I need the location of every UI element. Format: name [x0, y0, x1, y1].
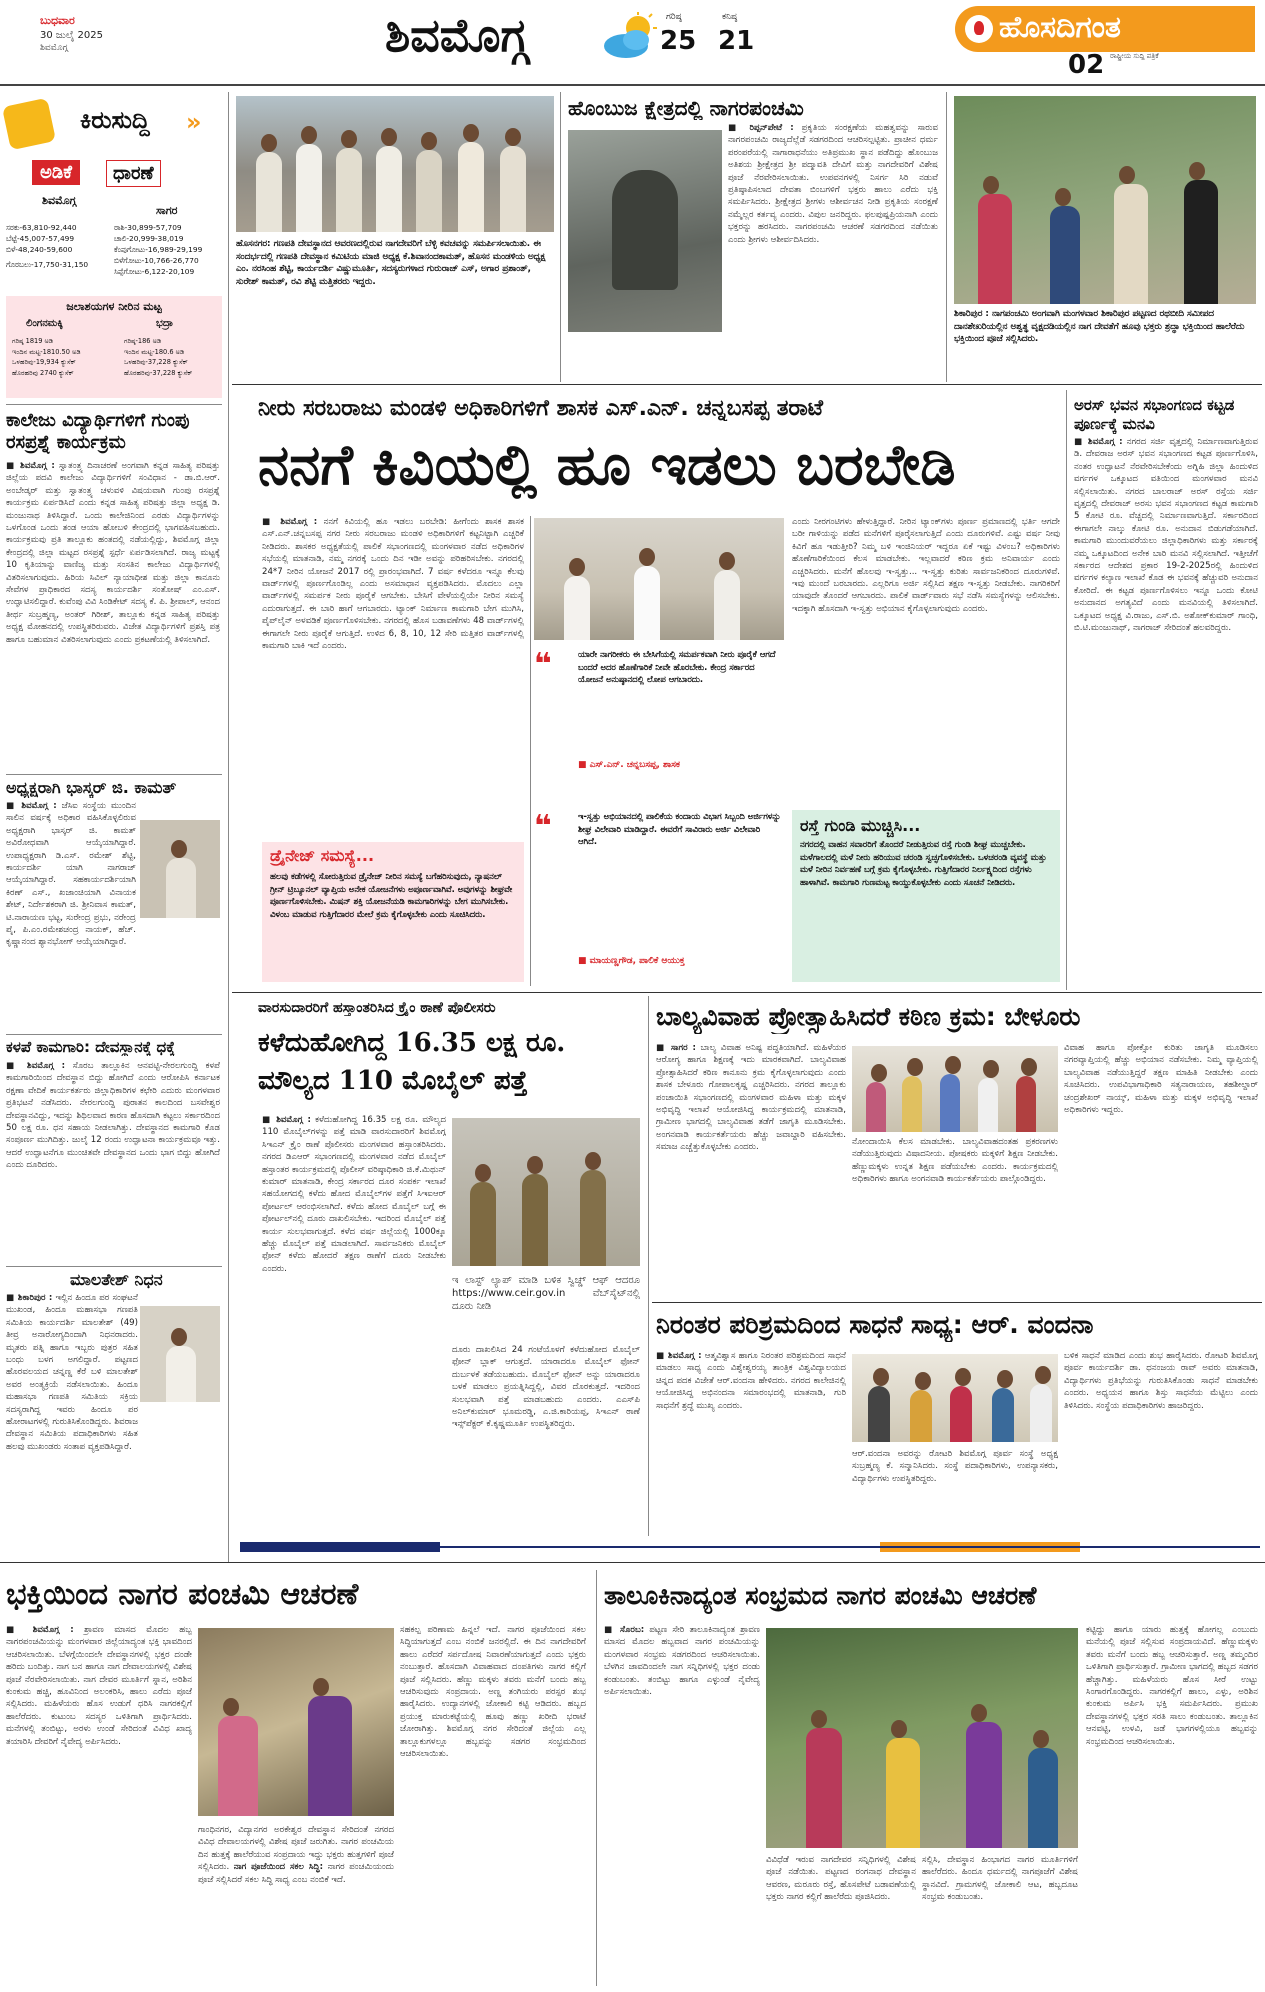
photo-hosanagara [236, 96, 554, 232]
road-box [792, 810, 1060, 982]
article-hombuja-body: ■ ರಿಪ್ಪನ್‌ಪೇಟೆ : ಪ್ರಕೃತಿಯ ಸಂರಕ್ಷಣೆಯ ಮಹತ್ವವನ್ನು ಸಾರುವ ನಾಗರಪಂಚಮಿ ರಾಜ್ಯದೆಲ್ಲೆಡೆ ಸಡಗರದಿಂದ ಆಚರಿಸಲ್ಪಟ್ಟಿತು. ಪ್ರಾಚೀನ ಧರ್ಮ ಪರಂಪರೆಯಲ್ಲಿ ನಾಗಾರಾಧನೆಯು ಅತಿಪ್ರಮುಖ ಸ್ಥಾನ ಪಡೆದಿದ್ದು ಹೊಂಬುಜ ಅತಿಶಯ ಶ್ರೀಕ್ಷೇತ್ರದ ಶ್ರೀ ಪದ್ಮಾವತಿ ದೇವಿಗೆ ಮತ್ತು ನಾಗದೇವರಿಗೆ ವಿಶೇಷ ಪೂಜೆ ನೆರವೇರಿಸಲಾಯಿತು. ಉಪವನಗಳಲ್ಲಿ ನಿಸರ್ಗ ಸಿರಿ ನಡುವೆ ಪ್ರತಿಷ್ಠಾಪಿಸಲಾದ ದೇವತಾ ಬಿಂಬಗಳಿಗೆ ಭಕ್ತರು ಹಾಲು ಎರೆದು ಭಕ್ತಿ ಸಮರ್ಪಿಸಿದರು. ಶ್ರೀಕ್ಷೇತ್ರದ ಶ್ರೀಗಳು ಆಶೀರ್ವಚನ ನೀಡಿ ಪ್ರಕೃತಿಯ ಸಂರಕ್ಷಣೆ ನಮ್ಮೆಲ್ಲರ ಕರ್ತವ್ಯ ಎಂದರು. ವಿಪುಲ ಜನರಿದ್ದರು. ಫಲಪುಷ್ಪಪ್ರಿಯನಾಗಿ ಎಂದು ಭಕ್ತರನ್ನು ಹರಸಿದರು. ನಾಗರಪಂಚಮಿ ಆಚರಣೆ ಸಡಗರದಿಂದ ನಡೆಯಿತು ಎಂದು ಶ್ರೀಗಳು ಆಶೀರ್ವದಿಸಿದರು. [728, 123, 938, 245]
column-rule [1066, 390, 1067, 990]
adike-price-box [6, 160, 222, 288]
headline-kalape: ಕಳಪೆ ಕಾಮಗಾರಿ: ದೇವಸ್ಥಾನಕ್ಕೆ ಧಕ್ಕೆ [6, 1038, 176, 1056]
stat: ಇಂದಿನ ಮಟ್ಟ-1810.50 ಅಡಿ [12, 347, 81, 356]
min-temp-label: ಕನಿಷ್ಠ [722, 12, 738, 22]
price-row: ಸಿಪ್ಪೆಗೋಟು-6,122-20,109 [114, 267, 195, 276]
headline-vandana: ನಿರಂತರ ಪರಿಶ್ರಮದಿಂದ ಸಾಧನೆ ಸಾಧ್ಯ: ಆರ್. ವಂದನಾ [656, 1310, 1094, 1339]
headline-bhakti: ಭಕ್ತಿಯಿಂದ ನಾಗರ ಪಂಚಮಿ ಆಚರಣೆ [6, 1577, 359, 1612]
day: ಬುಧವಾರ [40, 14, 75, 27]
vandana-col3: ಬಳಿಕ ಸಾಧನೆ ಮಾಡಿದ ಎಂದು ಶುಭ ಹಾರೈಸಿದರು. ರೋಟರಿ ಶಿವಮೊಗ್ಗ ಪೂರ್ವ ಕಾರ್ಯದರ್ಶಿ ಡಾ. ಧನಂಜಯ ರಾವ್ ಅವರು ಮಾತನಾಡಿ, ವಿದ್ಯಾರ್ಥಿಗಳು ಪ್ರತಿಭೆಯನ್ನು ಗುರುತಿಸಿಕೊಂಡು ಸಾಧನೆ ಮಾಡಬೇಕು ಎಂದರು. ಅಧ್ಯಯನ ಹಾಗೂ ಶಿಸ್ತು ಸಾಧನೆಯ ಮೆಟ್ಟಿಲು ಎಂದು ತಿಳಿಸಿದರು. ಸಂಸ್ಥೆಯ ಪದಾಧಿಕಾರಿಗಳು ಹಾಜರಿದ್ದರು. [1064, 1351, 1258, 1411]
stat: ಗರಿಷ್ಠ-186 ಅಡಿ [124, 337, 162, 345]
price-row: ಬೆಟ್ಟೆ-45,007-57,499 [6, 234, 75, 243]
prices-sagar [114, 222, 202, 277]
photo-balya [852, 1046, 1058, 1132]
headline-quiz: ಕಾಲೇಜು ವಿದ್ಯಾರ್ಥಿಗಳಿಗೆ ಗುಂಪು ರಸಪ್ರಶ್ನೆ ಕಾರ್ಯಕ್ರಮ [6, 410, 190, 453]
photo-maltesh [140, 1306, 220, 1402]
dam-bhadra: ಭದ್ರಾ [156, 318, 174, 329]
flame-icon [965, 15, 993, 43]
paper-tagline: ರಾಷ್ಟ್ರೀಯ ಸುದ್ದಿ ಪತ್ರಿಕೆ [1110, 52, 1159, 60]
min-temp: 21 [718, 26, 755, 56]
main-col1: ■ ಶಿವಮೊಗ್ಗ : ನನಗೆ ಕಿವಿಯಲ್ಲಿ ಹೂ ಇಡಲು ಬರಬೇಡಿ: ಹೀಗೆಂದು ಶಾಸಕ ಶಾಸಕ ಎಸ್.ಎನ್.ಚನ್ನಬಸಪ್ಪ ನಗರ ನೀರು ಸರಬರಾಜು ಮಂಡಳಿ ಅಧಿಕಾರಿಗಳಿಗೆ ಕಟ್ಟನಿಟ್ಟಾಗಿ ಎಚ್ಚರಿಕೆ ನೀಡಿದರು. ಶಾಸಕರ ಅಧ್ಯಕ್ಷತೆಯಲ್ಲಿ ಪಾಲಿಕೆ ಸಭಾಂಗಣದಲ್ಲಿ ಮಂಗಳವಾರ ನಡೆದ ಅಧಿಕಾರಿಗಳ ಸಭೆಯಲ್ಲಿ ಮಾತನಾಡಿ, ನಮ್ಮ ನಗರಕ್ಕೆ ಒಂದು ದಿನ ಇಡೀ ಅವನ್ನು ಪರಿಹರಿಸಬೇಕು. ನಗರದಲ್ಲಿ 24*7 ನೀರಿನ ಯೋಜನೆ 2017 ರಲ್ಲಿ ಪ್ರಾರಂಭವಾಗಿದೆ. 7 ವರ್ಷ ಕಳೆದರೂ ಇನ್ನೂ ಕೆಲವು ವಾರ್ಡ್‌ಗಳಲ್ಲಿ ಪೂರ್ಣಗೊಂಡಿಲ್ಲ ಎಂದು ಅಸಮಾಧಾನ ವ್ಯಕ್ತಪಡಿಸಿದರು. ಮೊದಲು ಎಲ್ಲಾ ವಾರ್ಡ್‌ಗಳಲ್ಲಿ ಸಮರ್ಪಕ ನೀರು ಪೂರೈಕೆ ಆಗಬೇಕು. ಬೇಸಿಗೆ ವೇಳೆಯಲ್ಲಿಯೇ ನೀರಿನ ಸಮಸ್ಯೆ ಎದುರಾಗುತ್ತದೆ. ಈ ಬಾರಿ ಹಾಗೆ ಆಗಬಾರದು. ಟ್ಯಾಂಕ್ ನಿರ್ಮಾಣ ಕಾಮಗಾರಿ ಬೇಗ ಮುಗಿಸಿ, ಪೈಪ್‌ಲೈನ್ ಅಳವಡಿಕೆ ಪೂರ್ಣಗೊಳಿಸಬೇಕು. ನಗರದಲ್ಲಿ ಹೊಸ ಬಡಾವಣೆಗಳು 48 ವಾರ್ಡ್‌ಗಳಲ್ಲಿ ಈಗಾಗಲೇ ನೀರು ಪೂರೈಕೆ ಆಗುತ್ತಿದೆ. ಉಳಿದ 6, 8, 10, 12 ಸೇರಿ ಮತ್ತಿತರ ವಾರ್ಡ್‌ಗಳಲ್ಲಿ ಕಾಮಗಾರಿ ಬಾಕಿ ಇದೆ ಎಂದರು. [262, 517, 524, 652]
quote-box-2 [534, 810, 784, 978]
section-title: ಶಿವಮೊಗ್ಗ [385, 8, 528, 62]
column-rule [530, 516, 531, 986]
stat: ಒಳಹರಿವು-37,228 ಕ್ಯುಸೆಕ್ [124, 358, 188, 366]
column-rule [946, 92, 947, 382]
divider [0, 1562, 1265, 1563]
drainage-title: ಡ್ರೈನೇಜ್ ಸಮಸ್ಯೆ... [270, 846, 375, 865]
article-quiz-body: ■ ಶಿವಮೊಗ್ಗ : ಸ್ವಾತಂತ್ರ್ಯ ದಿನಾಚರಣೆ ಅಂಗವಾಗಿ ಕನ್ನಡ ಸಾಹಿತ್ಯ ಪರಿಷತ್ತು ಜಿಲ್ಲೆಯ ಪದವಿ ಕಾಲೇಜು ವಿದ್ಯಾರ್ಥಿಗಳಿಗೆ ಸಂವಿಧಾನ - ಡಾ.ಬಿ.ಆರ್. ಅಂಬೇಡ್ಕರ್ ಮತ್ತು ಸ್ವಾತಂತ್ರ್ಯ ಚಳುವಳಿ ವಿಷಯವಾಗಿ ಗುಂಪು ರಸಪ್ರಶ್ನೆ ಕಾರ್ಯಕ್ರಮ ಏರ್ಪಡಿಸಿದೆ ಎಂದು ಕನ್ನಡ ಸಾಹಿತ್ಯ ಪರಿಷತ್ತು ಜಿಲ್ಲಾ ಅಧ್ಯಕ್ಷ ಡಿ. ಮಂಜುನಾಥ ತಿಳಿಸಿದ್ದಾರೆ. ಒಂದು ಕಾಲೇಜಿನಿಂದ ಎರಡು ವಿದ್ಯಾರ್ಥಿಗಳನ್ನು ಒಳಗೊಂಡ ಒಂದು ತಂಡ ಆಯಾ ಹೋಬಳಿ ಕೇಂದ್ರದಲ್ಲಿ ಭಾಗವಹಿಸಬಹುದು. ಕಾರ್ಯಕ್ರಮವು ಪ್ರತಿ ತಾಲ್ಲೂಕು ಹಂತದಲ್ಲಿ ನಡೆಯಲ್ಲಿದ್ದು, ಶಿವಮೊಗ್ಗ ಜಿಲ್ಲಾ ಕೇಂದ್ರದಲ್ಲಿ ಜಿಲ್ಲಾ ಮಟ್ಟದ ರಸಪ್ರಶ್ನೆ ಸ್ಪರ್ಧೆ ಏರ್ಪಡಿಸಲಾಗಿದೆ. ರಾಜ್ಯ ಮಟ್ಟಕ್ಕೆ 10 ಕೃತಿಯಾನ್ನು ವಾಣಿಜ್ಯ ಮತ್ತು ಸಂಸತಿನ ಕಾಲೇಜು ವಿದ್ಯಾರ್ಥಿಗಳಲ್ಲಿ ವಿತರಿಸಲಾಗುವುದು. ಹಿರಿಯ ಸಿವಿಲ್ ನ್ಯಾಯಾಧೀಶ ಮತ್ತು ಜಿಲ್ಲಾ ಕಾನೂನು ಸೇವೆಗಳ ಪ್ರಾಧಿಕಾರದ ಸದಸ್ಯ ಕಾರ್ಯದರ್ಶಿ ಸಂತೋಷ್ ಎಂ.ಎಸ್. ಉದ್ಘಾಟಿಸಲಿದ್ದಾರೆ. ಕುವೆಂಪು ವಿವಿ ಸಿಂಡಿಕೇಟ್ ಸದಸ್ಯ ಕೆ. ಪಿ. ಶ್ರೀಪಾಲ್, ಆನಂದ ತೀರ್ಥ ಸುಬ್ರಹ್ಮಣ್ಯ, ಅಂತರ್ ಗಿರೀಶ್, ತಾಲ್ಲೂಕು ಕನ್ನಡ ಸಾಹಿತ್ಯ ಪರಿಷತ್ತು ಅಧ್ಯಕ್ಷ ಮೋಹನದಲ್ಲಿ ಉಪಸ್ಥಿತರಿರುವರು. ವಿಜೇತ ವಿದ್ಯಾರ್ಥಿಗಳಿಗೆ ಪ್ರಶಸ್ತಿ ಪತ್ರ ಹಾಗೂ ಬಹುಮಾನ ವಿತರಿಸಲಾಗುವುದು ಎಂದು ಪ್ರಕಟಣೆಯಲ್ಲಿ ತಿಳಿಸಲಾಗಿದೆ. [6, 461, 220, 645]
quote-1-text: ಯಾರೇ ನಾಗರೀಕರು ಈ ಬೇಸಿಗೆಯಲ್ಲಿ ಸಮರ್ಪಕವಾಗಿ ನೀರು ಪೂರೈಕೆ ಆಗದೆ ಬಂದರೆ ಅದರ ಹೊಣೆಗಾರಿಕೆ ನೀವೇ ಹೊರಬೇಕು. ಕೇಂದ್ರ ಸರ್ಕಾರದ ಯೋಜನೆ ಅನುಷ್ಠಾನದಲ್ಲಿ ಲೋಪ ಆಗಬಾರದು. [578, 649, 776, 685]
main-col3: ಎಂದು ನೀರಗಂಟಿಗಳು ಹೇಳುತ್ತಿದ್ದಾರೆ. ನೀರಿನ ಟ್ಯಾಂಕ್‌ಗಳು ಪೂರ್ಣ ಪ್ರಮಾಣದಲ್ಲಿ ಭರ್ತಿ ಆಗದೇ ಬರೀ ಗಾಳಿಯನ್ನು ಪಡೆದ ಮನೆಗಳಿಗೆ ಪೂರೈಸಲಾಗುತ್ತಿದೆ ಎಂದು ದೂರುಗಳಿವೆ. ಎಷ್ಟು ವರ್ಷ ನೀವು ಕಿವಿಗೆ ಹೂ ಇಡುತ್ತೀರಿ? ನಿಮ್ಮ ಬಳಿ ಇಂಜಿನಿಯರ್ ಇದ್ದರೂ ಏಕೆ ಇಷ್ಟು ವಿಳಂಬ? ಅಧಿಕಾರಿಗಳು ಹೊಣೆಗಾರಿಕೆಯಿಂದ ಕೆಲಸ ಮಾಡಬೇಕು. ಇಲ್ಲವಾದರೆ ಕಠಿಣ ಕ್ರಮ ಅನಿವಾರ್ಯ ಎಂದು ಎಚ್ಚರಿಸಿದರು. ಮನೆಗೆ ಹೊಲವು ಇ-ಸ್ವತ್ತು... ಇ-ಸ್ವತ್ತು ಕುರಿತು ಸಾರ್ವಜನಿಕರಿಂದ ದೂರುಗಳಿವೆ. ಇವು ಮುಂದೆ ಬರಬಾರದು. ಎಲ್ಲರಿಗೂ ಅರ್ಜಿ ಸಲ್ಲಿಸಿದ ತಕ್ಷಣ ಇ-ಸ್ವತ್ತು ನೀಡಬೇಕು. ನಾಗರಿಕರಿಗೆ ಯಾವುದೇ ತೊಂದರೆ ಆಗಬಾರದು. ಪಾಲಿಕೆ ವಾರ್ಡ್‌ವಾರು ಸಭೆ ನಡೆಸಿ ಸಮಸ್ಯೆಗಳನ್ನು ಆಲಿಸಬೇಕು. ಇದಕ್ಕಾಗಿ ಹೊಸದಾಗಿ ಇ-ಸ್ವತ್ತು ಅಭಿಯಾನ ಕೈಗೊಳ್ಳಲಾಗುವುದು ಎಂದರು. [792, 517, 1060, 614]
price-row: ಸರಕು-63,810-92,440 [6, 223, 77, 232]
masthead-rule [0, 84, 1265, 86]
divider [6, 774, 222, 775]
headline-taluku: ತಾಲೂಕಿನಾದ್ಯಂತ ಸಂಭ್ರಮದ ನಾಗರ ಪಂಚಮಿ ಆಚರಣೆ [604, 1581, 1037, 1610]
price-row: ಬಿಳೆ-48,240-59,600 [6, 245, 73, 254]
max-temp: 25 [660, 26, 697, 56]
photo-shikaripura [954, 96, 1256, 304]
article-kalape-body: ■ ಶಿವಮೊಗ್ಗ : ಸೊರಬ ತಾಲ್ಲೂಕಿನ ಆನವಟ್ಟಿ-ನೇರಲಗುಂದ್ದಿ ಕಳಪೆ ಕಾಮಗಾರಿಯಿಂದ ದೇವಸ್ಥಾನ ಬಿದ್ದು ಹೋಗಿದೆ ಎಂದು ಆರೋಪಿಸಿ ಕರ್ನಾಟಕ ರಕ್ಷಣಾ ವೇದಿಕೆ ಕಾರ್ಯಕರ್ತರು ಜಿಲ್ಲಾಧಿಕಾರಿಗಳ ಕಛೇರಿ ಎದುರು ಮಂಗಳವಾರ ಪ್ರತಿಭಟನೆ ನಡೆಸಿದರು. ನೇರಲಗುಂದ್ದಿ ಪುರಾತನ ಕಾಲದಿಂದ ಬಸವೇಶ್ವರ ದೇವಸ್ಥಾನವಿದ್ದು, ಇದನ್ನು ಶಿಥಿಲವಾದ ಕಾರಣ ಹೊಸದಾಗಿ ಕಟ್ಟಲು ಸರ್ಕಾರದಿಂದ 50 ಲಕ್ಷ ರೂ. ಧನ ಸಹಾಯ ನೀಡಲಾಗಿತ್ತು. ದೇವಸ್ಥಾನದ ಕಾಮಗಾರಿ ಕೊಡ ಸಂಪೂರ್ಣ ಮುಗಿದಿತ್ತು. ಜುಲೈ 12 ರಂದು ಉದ್ಘಾಟನಾ ಕಾರ್ಯಕ್ರಮವೂ ಇತ್ತು. ಆದರೆ ಉದ್ಘಾಟನೆಗೂ ಮುಂಚಿತವೇ ದೇವಸ್ಥಾನದ ಒಂದು ಭಾಗ ಬಿದ್ದು ಹೋಗಿದೆ ಎಂದು ದೂರಿದರು. [6, 1061, 220, 1171]
prices-shimoga [6, 222, 88, 270]
divider [232, 384, 1262, 385]
photo-taluku [766, 1628, 1078, 1848]
hand-icon [2, 98, 56, 151]
bhakti-col3: ಸಹಕಲ್ಪ ಪರಿಣಾಮ ಹಿನ್ನಲೆ ಇದೆ. ನಾಗರ ಪೂಜೆಯಿಂದ ಸಕಲ ಸಿದ್ಧಿಯಾಗುತ್ತದೆ ಎಂಬ ನಂಬಿಕೆ ಜನರಲ್ಲಿದೆ. ಈ ದಿನ ನಾಗದೇವರಿಗೆ ಹಾಲು ಎರೆದರೆ ಸರ್ಪದೋಷ ನಿವಾರಣೆಯಾಗುತ್ತದೆ ಎಂದು ಭಕ್ತರು ನಂಬುತ್ತಾರೆ. ಹೊಸದಾಗಿ ವಿವಾಹವಾದ ದಂಪತಿಗಳು ನಾಗರ ಕಲ್ಲಿಗೆ ಪೂಜೆ ಸಲ್ಲಿಸಿದರು. ಹೆಣ್ಣು ಮಕ್ಕಳು ತವರು ಮನೆಗೆ ಬಂದು ಹಬ್ಬ ಆಚರಿಸುವುದು ಸಂಪ್ರದಾಯ. ಅಣ್ಣ ತಂಗಿಯರು ಪರಸ್ಪರ ಶುಭ ಹಾರೈಸಿದರು. ಉದ್ಯಾನಗಳಲ್ಲಿ ಜೋಕಾಲಿ ಕಟ್ಟಿ ಆಡಿದರು. ಹಬ್ಬದ ಪ್ರಯುಕ್ತ ಮಾರುಕಟ್ಟೆಯಲ್ಲಿ ಹೂವು ಹಣ್ಣು ಖರೀದಿ ಭರಾಟೆ ಜೋರಾಗಿತ್ತು. ಶಿವಮೊಗ್ಗ ನಗರ ಸೇರಿದಂತೆ ಜಿಲ್ಲೆಯ ಎಲ್ಲ ತಾಲ್ಲೂಕುಗಳಲ್ಲೂ ಹಬ್ಬವನ್ನು ಸಡಗರ ಸಂಭ್ರಮದಿಂದ ಆಚರಿಸಲಾಯಿತು. [400, 1625, 586, 1760]
price-row: ಕೆಂಪುಗೋಟು-16,989-29,199 [114, 245, 203, 254]
mobile-headline: ಕಳೆದುಹೋಗಿದ್ದ 16.35 ಲಕ್ಷ ರೂ. ಮೌಲ್ಯದ 110 ಮೊಬೈಲ್ ಪತ್ತೆ [258, 1028, 566, 1096]
taluku-col1: ■ ಸೊರಬ: ಪಟ್ಟಣ ಸೇರಿ ತಾಲೂಕಿನಾದ್ಯಂತ ಶ್ರಾವಣ ಮಾಸದ ಮೊದಲ ಹಬ್ಬವಾದ ನಾಗರ ಪಂಚಮಿಯನ್ನು ಮಂಗಳವಾರ ಸಂಭ್ರಮ ಸಡಗರದಿಂದ ಆಚರಿಸಲಾಯಿತು. ಬೆಳಗಿನ ಜಾವದಿಂದಲೇ ನಾಗ ಸನ್ನಿಧಿಗಳಲ್ಲಿ ಭಕ್ತರ ದಂಡು ಕಂಡುಬಂತು. ತಂಬಿಟ್ಟು ಹಾಗೂ ಎಳ್ಳುಂಡೆ ನೈವೇದ್ಯ ಅರ್ಪಿಸಲಾಯಿತು. [604, 1625, 760, 1698]
drainage-body: ಹಲವು ಕಡೆಗಳಲ್ಲಿ ಸೋರುತ್ತಿರುವ ಡ್ರೈನೇಜ್ ನೀರಿನ ಸಮಸ್ಯೆ ಬಗೆಹರಿಸುವುದು, ನ್ಯಾಷನಲ್ ಗ್ರೀನ್ ಟ್ರಿಬ್ಯೂನಲ್ ವ್ಯಾಪ್ತಿಯ ಅನೇಕ ಯೋಜನೆಗಳು ಅಪೂರ್ಣವಾಗಿವೆ. ಅವುಗಳನ್ನು ಶೀಘ್ರವೇ ಪೂರ್ಣಗೊಳಿಸಬೇಕು. ಮಿಷನ್ ಶಕ್ತಿ ಯೋಜನೆಯಡಿ ಕಾಮಗಾರಿಗಳನ್ನು ಬೇಗ ಮುಗಿಸಬೇಕು. ವಿಳಂಬ ಮಾಡುವ ಗುತ್ತಿಗೆದಾರರ ಮೇಲೆ ಕ್ರಮ ಕೈಗೊಳ್ಳಬೇಕು ಎಂದು ಸೂಚಿಸಿದರು. [270, 871, 513, 919]
quote-box-1 [534, 648, 784, 788]
divider [232, 992, 1262, 993]
main-headline: ನನಗೆ ಕಿವಿಯಲ್ಲಿ ಹೂ ಇಡಲು ಬರಬೇಡಿ [258, 432, 956, 498]
stat: ಗರಿಷ್ಠ 1819 ಅಡಿ [12, 337, 54, 345]
column-rule [560, 92, 561, 382]
divider [6, 1034, 222, 1035]
drainage-box [262, 842, 524, 982]
road-title: ರಸ್ತೆ ಗುಂಡಿ ಮುಚ್ಚಿಸಿ... [800, 816, 921, 835]
masthead [0, 0, 1265, 84]
road-body: ನಗರದಲ್ಲಿ ವಾಹನ ಸವಾರರಿಗೆ ತೊಂದರೆ ನೀಡುತ್ತಿರುವ ರಸ್ತೆ ಗುಂಡಿ ಶೀಘ್ರ ಮುಚ್ಚಬೇಕು. ಮಳೆಗಾಲದಲ್ಲಿ ಮಳೆ ನೀರು ಹರಿಯುವ ಚರಂಡಿ ಸ್ವಚ್ಛಗೊಳಿಸಬೇಕು. ಒಳಚರಂಡಿ ವ್ಯವಸ್ಥೆ ಮತ್ತು ಮಳೆ ನೀರಿನ ನಿರ್ವಹಣೆ ಬಗ್ಗೆ ಕ್ರಮ ಕೈಗೊಳ್ಳಬೇಕು. ಗುತ್ತಿಗೆದಾರರ ನಿರ್ಲಕ್ಷ್ಯದಿಂದ ರಸ್ತೆಗಳು ಹಾಳಾಗಿವೆ. ಕಾಮಗಾರಿ ಗುಣಮಟ್ಟ ಕಾಯ್ದುಕೊಳ್ಳಬೇಕು ಎಂದು ಸೂಚನೆ ನೀಡಿದರು. [800, 839, 1047, 887]
reservoir-title: ಜಲಾಶಯಗಳ ನೀರಿನ ಮಟ್ಟ [66, 300, 162, 313]
taluku-col3: ಸಲ್ಲಿಸಿ, ದೇವಸ್ಥಾನ ಹಿಂಭಾಗದ ನಾಗರ ಮೂರ್ತಿಗಳಿಗೆ ಹಾಲೆರೆದರು. ಹಿಂದೂ ಧರ್ಮದಲ್ಲಿ ನಾಗಪೂಜೆಗೆ ವಿಶೇಷ ಸ್ಥಾನವಿದೆ. ಗ್ರಾಮಗಳಲ್ಲಿ ಜೋಕಾಲಿ ಆಟ, ಹಬ್ಬದೂಟ ಸಂಭ್ರಮ ಕಂಡುಬಂತು. [922, 1855, 1078, 1903]
caption-hosanagara: ಹೊಸನಗರ: ಗಣಪತಿ ದೇವಸ್ಥಾನದ ಆವರಣದಲ್ಲಿರುವ ನಾಗದೇವರಿಗೆ ಬೆಳ್ಳಿ ಕವಚವನ್ನು ಸಮರ್ಪಿಸಲಾಯಿತು. ಈ ಸಂದರ್ಭದಲ್ಲಿ ಗಣಪತಿ ದೇವಸ್ಥಾನ ಕಮಿಟಿಯ ಮಾಜಿ ಅಧ್ಯಕ್ಷ ಕೆ.ಶಿವಾನಂದಕಾಮತ್, ಹೊಸನ ಮಂಡಳಿಯ ಅಧ್ಯಕ್ಷ ಎಂ. ನರಸಿಂಹ ಶೆಟ್ಟಿ, ಕಾರ್ಯದರ್ಶಿ ವಿಷ್ಣುಮೂರ್ತಿ, ಸದಸ್ಯರುಗಳಾದ ಗುರುರಾಜ್ ಎಸ್, ಅಗಾರ ಪ್ರಶಾಂತ್, ಸುರೇಶ್ ಕಾಮತ್, ರವಿ ಶೆಟ್ಟಿ ಮತ್ತಿತರರು ಇದ್ದರು. [236, 239, 546, 287]
stat: ಹೊರಹರಿವು 2740 ಕ್ಯುಸೆಕ್ [12, 368, 74, 377]
page-number: 02 [1068, 50, 1105, 80]
photo-vandana [852, 1354, 1058, 1442]
price-row: ರಾಶಿ-30,899-57,709 [114, 223, 182, 232]
price-row: ಚಾಲಿ-20,999-38,019 [114, 234, 184, 243]
mobile-kicker: ವಾರಸುದಾರರಿಗೆ ಹಸ್ತಾಂತರಿಸಿದ ಕ್ರೈಂ ಠಾಣೆ ಪೊಲೀಸರು [258, 1000, 496, 1016]
quote-2-byline: ■ ಮಾಯಣ್ಣಗೌಡ, ಪಾಲಿಕೆ ಆಯುಕ್ತ [578, 956, 685, 966]
dam-lingana: ಲಿಂಗನಮಕ್ಕಿ [26, 318, 63, 329]
price-row: ಬಿಳೆಗೋಟು-10,766-26,770 [114, 256, 199, 265]
date: 30 ಜುಲೈ 2025 [40, 30, 103, 41]
quote-icon: ❝ [534, 647, 552, 682]
article-maltesh-body: ■ ಶಿಕಾರಿಪುರ : ಇಲ್ಲಿನ ಹಿಂದೂ ಪರ ಸಂಘಟನೆ ಮುಖಂಡ, ಹಿಂದೂ ಮಹಾಸಭಾ ಗಣಪತಿ ಸಮಿತಿಯ ಕಾರ್ಯದರ್ಶಿ ಮಾಲತೇಶ್ (49) ತೀವ್ರ ಅನಾರೋಗ್ಯದಿಂದಾಗಿ ನಿಧನರಾದರು. ಮೃತರು ಪತ್ನಿ ಹಾಗೂ ಇಬ್ಬರು ಪುತ್ರರ ಸಹಿತ ಬಂಧು ಬಳಗ ಅಗಲಿದ್ದಾರೆ. ಪಟ್ಟಣದ ಹೊರವಲಯದ ಚನ್ನಣ್ಣ ಕೆರೆ ಬಳಿ ಮಾಲತೇಶ್ ಅವರ ಅಂತ್ಯಕ್ರಿಯೆ ನಡೆಸಲಾಯಿತು. ಹಿಂದೂ ಮಹಾಸಭಾ ಗಣಪತಿ ಸಮಿತಿಯ ಸಕ್ರಿಯ ಸದಸ್ಯರಾಗಿದ್ದ ಇವರು ಹಿಂದೂ ಪರ ಹೋರಾಟಗಳಲ್ಲಿ ಗುರುತಿಸಿಕೊಂಡಿದ್ದರು. ಶಿವರಾಜ ದೇವಸ್ಥಾನ ಸಮಿತಿಯ ಪದಾಧಿಕಾರಿಗಳು ಸಹಿತ ಹಲವು ಮುಖಂಡರು ಸಂತಾಪ ವ್ಯಕ್ತಪಡಿಸಿದ್ದಾರೆ. [6, 1293, 138, 1452]
quote-1-byline: ■ ಎಸ್.ಎನ್. ಚನ್ನಬಸಪ್ಪ, ಶಾಸಕ [578, 760, 680, 770]
bhadra-stats [124, 336, 192, 378]
column-rule [648, 996, 649, 1536]
paper-logo [955, 6, 1255, 52]
adike-label: ಅಡಿಕೆ [32, 160, 80, 185]
balya-col1: ■ ಸಾಗರ : ಬಾಲ್ಯ ವಿವಾಹ ಅನಿಷ್ಟ ಪದ್ಧತಿಯಾಗಿದೆ. ಮಹಿಳೆಯರ ಆರೋಗ್ಯ ಹಾಗೂ ಶಿಕ್ಷಣಕ್ಕೆ ಇದು ಮಾರಕವಾಗಿದೆ. ಬಾಲ್ಯವಿವಾಹ ಪ್ರೋತ್ಸಾಹಿಸಿದರೆ ಕಠಿಣ ಕಾನೂನು ಕ್ರಮ ಕೈಗೊಳ್ಳಲಾಗುವುದು ಎಂದು ಶಾಸಕ ಬೇಳೂರು ಗೋಪಾಲಕೃಷ್ಣ ಎಚ್ಚರಿಸಿದರು. ನಗರದ ತಾಲ್ಲೂಕು ಪಂಚಾಯಿತಿ ಸಭಾಂಗಣದಲ್ಲಿ ಮಂಗಳವಾರ ಮಹಿಳಾ ಮತ್ತು ಮಕ್ಕಳ ಅಭಿವೃದ್ಧಿ ಇಲಾಖೆ ಆಯೋಜಿಸಿದ್ದ ಕಾರ್ಯಕ್ರಮದಲ್ಲಿ ಮಾತನಾಡಿ, ಗ್ರಾಮೀಣ ಭಾಗದಲ್ಲಿ ಬಾಲ್ಯವಿವಾಹ ತಡೆಗೆ ಜಾಗೃತಿ ಮೂಡಿಸಬೇಕು. ಅಂಗನವಾಡಿ ಕಾರ್ಯಕರ್ತೆಯರು ಹೆಚ್ಚು ಜವಾಬ್ದಾರಿ ವಹಿಸಬೇಕು. ಸಮಾಜ ಎಚ್ಚೆತ್ತುಕೊಳ್ಳಬೇಕು ಎಂದರು. [656, 1043, 846, 1153]
bhakti-subhead: ನಾಗ ಪೂಜೆಯಿಂದ ಸಕಲ ಸಿದ್ಧಿ: [233, 1862, 324, 1873]
kirusuddi-box [6, 96, 220, 152]
column-rule [596, 1570, 597, 1986]
kirusuddi-label: ಕಿರುಸುದ್ದಿ [80, 106, 150, 134]
article-arasu-body: ■ ಶಿವಮೊಗ್ಗ : ನಗರದ ಸರ್ಜಿ ವೃತ್ತದಲ್ಲಿ ನಿರ್ಮಾಣವಾಗುತ್ತಿರುವ ಡಿ. ದೇವರಾಜ ಅರಸ್ ಭವನ ಸಭಾಂಗಣದ ಕಟ್ಟಡ ಪೂರ್ಣಗೊಳಿಸಿ, ನಂತರ ಉದ್ಘಾಟನೆ ನೆರವೇರಿಸಬೇಕೆಂದು ಅಗ್ನಿಹಿ ಜಿಲ್ಲಾ ಹಿಂದುಳಿದ ವರ್ಗಗಳ ಒಕ್ಕೂಟದ ವತಿಯಿಂದ ಮಂಗಳವಾರ ಮನವಿ ಸಲ್ಲಿಸಲಾಯಿತು. ನಗರದ ಬಾಲರಾಜ್ ಅರಸ್ ರಸ್ತೆಯ ಸರ್ಜಿ ವೃತ್ತದಲ್ಲಿ ದೇವರಾಜ್ ಅರಸು ಭವನ ಸಭಾಂಗಣದ ಕಟ್ಟಡ ಕಾಮಗಾರಿ 5 ಕೋಟಿ ರೂ. ವೆಚ್ಚದಲ್ಲಿ ನಿರ್ಮಾಣವಾಗುತ್ತಿದೆ. ಸರ್ಕಾರದಿಂದ ಈಗಾಗಲೇ ನಾಲ್ಕು ಕೋಟಿ ರೂ. ಅನುದಾನ ಬಿಡುಗಡೆಯಾಗಿದೆ. ಕಾಮಗಾರಿ ಮುಂದುವರೆಯಲು ಜಿಲ್ಲಾಧಿಕಾರಿಗಳು ಮತ್ತು ಸರ್ಕಾರಕ್ಕೆ ನಮ್ಮ ಒಕ್ಕೂಟದಿಂದ ಅನೇಕ ಬಾರಿ ಮನವಿ ಸಲ್ಲಿಸಲಾಗಿದೆ. ಇತ್ತೀಚೆಗೆ ಸರ್ಕಾರದ ಆದೇಶದ ಪ್ರಕಾರ 19-2-2025ರಲ್ಲಿ ಹಿಂದುಳಿದ ವರ್ಗಗಳ ಕಲ್ಯಾಣ ಇಲಾಖೆ ಕೊಡ ಈ ಭವನಕ್ಕೆ ಹೆಚ್ಚುವರಿ ಅನುದಾನ ಕೋರಿದೆ. ಈ ಕಟ್ಟಡ ಪೂರ್ಣಗೊಳಿಸಲು ಇನ್ನೂ ಒಂದು ಕೋಟಿ ಅನುದಾನದ ಅಗತ್ಯವಿದೆ ಎಂದು ಮನವಿಯಲ್ಲಿ ತಿಳಿಸಲಾಗಿದೆ. ಒಕ್ಕೂಟದ ಅಧ್ಯಕ್ಷ ವಿ.ರಾಜು, ಎಸ್.ಬಿ. ಅಶೋಕ್‌ಕುಮಾರ್ ಗಾಂಧಿ, ಬಿ.ಟಿ.ಮಂಜುನಾಥ್, ನಾಗರಾಜ್ ಸೇರಿದಂತೆ ಹಲವರಿದ್ದರು. [1074, 437, 1258, 634]
vandana-col1: ■ ಶಿವಮೊಗ್ಗ : ಆತ್ಮವಿಶ್ವಾಸ ಹಾಗೂ ನಿರಂತರ ಪರಿಶ್ರಮದಿಂದ ಸಾಧನೆ ಮಾಡಲು ಸಾಧ್ಯ ಎಂದು ವಿಶ್ವೇಶ್ವರಯ್ಯ ತಾಂತ್ರಿಕ ವಿಶ್ವವಿದ್ಯಾಲಯದ ಚಿನ್ನದ ಪದಕ ವಿಜೇತೆ ಆರ್.ವಂದನಾ ಹೇಳಿದರು. ನಗರದ ಕಾಲೇಜಿನಲ್ಲಿ ಆಯೋಜಿಸಿದ್ದ ಅಭಿನಂದನಾ ಸಮಾರಂಭದಲ್ಲಿ ಮಾತನಾಡಿ, ಗುರಿ ಸಾಧನೆಗೆ ಶ್ರದ್ಧೆ ಮುಖ್ಯ ಎಂದರು. [656, 1351, 846, 1411]
balya-col3: ವಿವಾಹ ಹಾಗೂ ಪೋಕ್ಸೋ ಕುರಿತು ಜಾಗೃತಿ ಮೂಡಿಸಲು ನಗರವ್ಯಾಪ್ತಿಯಲ್ಲಿ ಹೆಚ್ಚು ಅಭಿಯಾನ ನಡೆಸಬೇಕು. ನಿಮ್ಮ ವ್ಯಾಪ್ತಿಯಲ್ಲಿ ಬಾಲ್ಯವಿವಾಹ ನಡೆಯುತ್ತಿದ್ದರೆ ತಕ್ಷಣ ಮಾಹಿತಿ ನೀಡಬೇಕು ಎಂದು ಸೂಚಿಸಿದರು. ಉಪವಿಭಾಗಾಧಿಕಾರಿ ಸತ್ಯನಾರಾಯಣ, ತಹಶೀಲ್ದಾರ್ ಚಂದ್ರಶೇಖರ್ ನಾಯ್ಕ್, ಮಹಿಳಾ ಮತ್ತು ಮಕ್ಕಳ ಅಭಿವೃದ್ಧಿ ಇಲಾಖೆ ಅಧಿಕಾರಿಗಳು ಇದ್ದರು. [1064, 1043, 1258, 1116]
price-row: ಗೊರಬಲು-17,750-31,150 [6, 260, 89, 269]
reservoir-box [6, 296, 222, 398]
balya-col2: ನೋಂದಾಯಿಸಿ ಕೆಲಸ ಮಾಡಬೇಕು. ಬಾಲ್ಯವಿವಾಹದಂತಹ ಪ್ರಕರಣಗಳು ನಡೆಯುತ್ತಿರುವುದು ವಿಷಾದನೀಯ. ಪೋಷಕರು ಮಕ್ಕಳಿಗೆ ಶಿಕ್ಷಣ ನೀಡಬೇಕು. ಹೆಣ್ಣುಮಕ್ಕಳು ಉನ್ನತ ಶಿಕ್ಷಣ ಪಡೆಯಬೇಕು ಎಂದರು. ಕಾರ್ಯಕ್ರಮದಲ್ಲಿ ಅಧಿಕಾರಿಗಳು ಹಾಗೂ ಅಂಗನವಾಡಿ ಕಾರ್ಯಕರ್ತೆಯರು ಪಾಲ್ಗೊಂಡಿದ್ದರು. [852, 1137, 1058, 1185]
mobile-ceir: ಇ ಲಾಸ್ಟ್ ಲ್ಯಾಪ್ ಮಾಡಿ ಬಳಿಕ ಸ್ವಿಚ್ಡ್ ಆಫ್ ಆದರೂ https://www.ceir.gov.in ವೆಬ್‌ಸೈಟ್‌ನಲ್ಲಿ ದೂರು ನೀಡಿ [452, 1275, 640, 1312]
headline-maltesh: ಮಾಲತೇಶ್ ನಿಧನ [70, 1270, 163, 1289]
market-sagar: ಸಾಗರ [156, 204, 178, 217]
taluku-col4: ಕಟ್ಟಿದ್ದು ಹಾಗೂ ಯಾರು ಹುತ್ತಕ್ಕೆ ಹೋಗಲ್ಲ ಎಂಬುದು ಮನೆಯಲ್ಲಿ ಪೂಜೆ ಸಲ್ಲಿಸುವ ಸಂಪ್ರದಾಯವಿದೆ. ಹೆಣ್ಣುಮಕ್ಕಳು ತವರು ಮನೆಗೆ ಬಂದು ಹಬ್ಬ ಆಚರಿಸುತ್ತಾರೆ. ಅಣ್ಣ ತಮ್ಮಂದಿರ ಒಳಿತಿಗಾಗಿ ಪ್ರಾರ್ಥಿಸುತ್ತಾರೆ. ಗ್ರಾಮೀಣ ಭಾಗದಲ್ಲಿ ಹಬ್ಬದ ಸಡಗರ ಹೆಚ್ಚಾಗಿತ್ತು. ಮಹಿಳೆಯರು ಹೊಸ ಸೀರೆ ಉಟ್ಟು ಸಿಂಗಾರಗೊಂಡಿದ್ದರು. ನಾಗರಕಲ್ಲಿಗೆ ಹಾಲು, ಎಳ್ಳು, ಅರಿಶಿನ ಕುಂಕುಮ ಅರ್ಪಿಸಿ ಭಕ್ತಿ ಸಮರ್ಪಿಸಿದರು. ಪ್ರಮುಖ ದೇವಸ್ಥಾನಗಳಲ್ಲಿ ಭಕ್ತರ ಸರತಿ ಸಾಲು ಕಂಡುಬಂತು. ತಾಲ್ಲೂಕಿನ ಆನವಟ್ಟಿ, ಉಳವಿ, ಜಡೆ ಭಾಗಗಳಲ್ಲಿಯೂ ಹಬ್ಬವನ್ನು ಸಂಭ್ರಮದಿಂದ ಆಚರಿಸಲಾಯಿತು. [1086, 1625, 1258, 1747]
bhakti-col2: ಗಾಂಧಿನಗರ, ವಿದ್ಯಾನಗರ ಅರಕೇಶ್ವರ ದೇವಸ್ಥಾನ ಸೇರಿದಂತೆ ನಗರದ ವಿವಿಧ ದೇವಾಲಯಗಳಲ್ಲಿ ವಿಶೇಷ ಪೂಜೆ ಜರುಗಿತು. ನಾಗರ ಪಂಚಮಿಯ ದಿನ ಹುತ್ತಕ್ಕೆ ಹಾಲೆರೆಯುವ ಸಂಪ್ರದಾಯ ಇದ್ದು ಭಕ್ತರು ಹುತ್ತಗಳಿಗೆ ಪೂಜೆ ಸಲ್ಲಿಸಿದರು. ನಾಗ ಪೂಜೆಯಿಂದ ಸಕಲ ಸಿದ್ಧಿ: ನಾಗರ ಪಂಚಮಿಯಂದು ಪೂಜೆ ಸಲ್ಲಿಸಿದರೆ ಸಕಲ ಸಿದ್ಧಿ ಸಾಧ್ಯ ಎಂಬ ನಂಬಿಕೆ ಇದೆ. [198, 1825, 394, 1885]
bhakti-col1: ■ ಶಿವಮೊಗ್ಗ : ಶ್ರಾವಣ ಮಾಸದ ಮೊದಲ ಹಬ್ಬ ನಾಗರಪಂಚಮಿಯನ್ನು ಮಂಗಳವಾರ ಜಿಲ್ಲೆಯಾದ್ಯಂತ ಭಕ್ತಿ ಭಾವದಿಂದ ಆಚರಿಸಲಾಯಿತು. ಬೆಳಗ್ಗೆಯಿಂದಲೇ ದೇವಸ್ಥಾನಗಳಲ್ಲಿ ಭಕ್ತರ ದಂಡೇ ಹರಿದು ಬಂದಿತ್ತು. ನಾಗ ಬನ ಹಾಗೂ ನಾಗ ದೇವಾಲಯಗಳಲ್ಲಿ ವಿಶೇಷ ಪೂಜೆ ನೆರವೇರಿಸಲಾಯಿತು. ನಾಗ ದೇವರ ಮೂರ್ತಿಗೆ ಸ್ನಾನ, ಅರಿಶಿನ ಕುಂಕುಮ ಹಚ್ಚಿ, ಹೂವಿನಿಂದ ಅಲಂಕರಿಸಿ, ಹಾಲು ಎರೆದು ಪೂಜೆ ಸಲ್ಲಿಸಿದರು. ಮಹಿಳೆಯರು ಹೊಸ ಉಡುಗೆ ಧರಿಸಿ ನಾಗರಕಲ್ಲಿಗೆ ಹಾಲೆರೆದರು. ಕುಟುಂಬ ಸದಸ್ಯರ ಒಳಿತಿಗಾಗಿ ಪ್ರಾರ್ಥಿಸಿದರು. ಮನೆಗಳಲ್ಲಿ ತಂಬಿಟ್ಟು, ಅರಳು ಉಂಡೆ ಸೇರಿದಂತೆ ವಿವಿಧ ಖಾದ್ಯ ತಯಾರಿಸಿ ದೇವರಿಗೆ ನೈವೇದ್ಯ ಅರ್ಪಿಸಿದರು. [6, 1625, 192, 1747]
divider [6, 1266, 222, 1267]
headline-kamath: ಅಧ್ಯಕ್ಷರಾಗಿ ಭಾಸ್ಕರ್ ಜಿ. ಕಾಮತ್ [6, 778, 177, 797]
photo-kamath [140, 820, 220, 918]
column-rule [228, 92, 229, 1562]
stat: ಹೊರಹರಿವು-37,228 ಕ್ಯುಸೆಕ್ [124, 368, 193, 377]
divider [652, 1302, 1262, 1303]
photo-police [452, 1118, 640, 1266]
divider [6, 404, 222, 405]
mobile-col1: ■ ಶಿವಮೊಗ್ಗ : ಕಳೆದುಹೋಗಿದ್ದ 16.35 ಲಕ್ಷ ರೂ. ಮೌಲ್ಯದ 110 ಮೊಬೈಲ್‌ಗಳನ್ನು ಪತ್ತೆ ಮಾಡಿ ವಾರಸುದಾರರಿಗೆ ಶಿವಮೊಗ್ಗ ಸಿಇಎನ್ ಕ್ರೈಂ ಠಾಣೆ ಪೊಲೀಸರು ಮಂಗಳವಾರ ಹಸ್ತಾಂತರಿಸಿದರು. ನಗರದ ಡಿಎಆರ್ ಸಭಾಂಗಣದಲ್ಲಿ ಮಂಗಳವಾರ ನಡೆದ ಮೊಬೈಲ್ ಹಸ್ತಾಂತರ ಕಾರ್ಯಕ್ರಮದಲ್ಲಿ ಪೊಲೀಸ್ ವರಿಷ್ಠಾಧಿಕಾರಿ ಜಿ.ಕೆ.ಮಿಥುನ್ ಕುಮಾರ್ ಮಾತನಾಡಿ, ಕೇಂದ್ರ ಸರ್ಕಾರದ ದೂರ ಸಂಪರ್ಕ ಇಲಾಖೆ ಸಹಯೋಗದಲ್ಲಿ ಕಳೆದು ಹೋದ ಮೊಬೈಲ್‌ಗಳ ಪತ್ತೆಗೆ ಸಿಇಐಆರ್ ಪೋರ್ಟಲ್ ಆರಂಭಿಸಲಾಗಿದೆ. ಕಳೆದು ಹೋದ ಮೊಬೈಲ್ ಬಗ್ಗೆ ಈ ಪೋರ್ಟಲ್‌ನಲ್ಲಿ ದೂರು ದಾಖಲಿಸಬೇಕು. ಇದರಿಂದ ಮೊಬೈಲ್ ಪತ್ತೆ ಕಾರ್ಯ ಸುಲಭವಾಗುತ್ತದೆ. ಕಳೆದ ವರ್ಷ ಜಿಲ್ಲೆಯಲ್ಲಿ 1000ಕ್ಕೂ ಹೆಚ್ಚು ಮೊಬೈಲ್ ಪತ್ತೆ ಮಾಡಲಾಗಿದೆ. ಸಾರ್ವಜನಿಕರು ಮೊಬೈಲ್ ಫೋನ್ ಕಳೆದು ಹೋದರೆ ತಕ್ಷಣ ಠಾಣೆಗೆ ದೂರು ನೀಡಬೇಕು ಎಂದರು. [262, 1115, 446, 1274]
taluku-col2: ವಿವಿಧೆಡೆ ಇರುವ ನಾಗದೇವರ ಸನ್ನಿಧಿಗಳಲ್ಲಿ ವಿಶೇಷ ಪೂಜೆ ನಡೆಯಿತು. ಪಟ್ಟಣದ ರಂಗನಾಥ ದೇವಸ್ಥಾನ ಆವರಣ, ಮರೂರು ರಸ್ತೆ, ಹೊಸಪೇಟೆ ಬಡಾವಣೆಯಲ್ಲಿ ಭಕ್ತರು ನಾಗರ ಕಲ್ಲಿಗೆ ಹಾಲೆರೆದು ಪೂಜಿಸಿದರು. [766, 1855, 916, 1903]
weather-icon [600, 12, 660, 62]
mobile-col2: ದೂರು ದಾಖಲಿಸಿದ 24 ಗಂಟೆಯೊಳಗೆ ಕಳೆದುಹೋದ ಮೊಬೈಲ್ ಫೋನ್ ಬ್ಲಾಕ್ ಆಗುತ್ತದೆ. ಯಾರಾದರೂ ಮೊಬೈಲ್ ಫೋನ್ ದುರ್ಬಳಕೆ ತಡೆಯಬಹುದು. ಮೊಬೈಲ್ ಫೋನ್ ಅನ್ನು ಯಾರಾದರೂ ಬಳಕೆ ಮಾಡಲು ಪ್ರಯತ್ನಿಸಿದ್ದಲ್ಲಿ, ವಿವರ ದೊರಕುತ್ತದೆ. ಇದರಿಂದ ಸುಲಭವಾಗಿ ಪತ್ತೆ ಮಾಡಬಹುದು ಎಂದರು. ಎಎಸ್‌ಪಿ ಅನಿಲ್‌ಕುಮಾರ್ ಭೂಮರಡ್ಡಿ, ಎ.ಜಿ.ಕಾರಿಯಪ್ಪ, ಸಿಇಎನ್ ಠಾಣೆ ಇನ್ಸ್‌ಪೆಕ್ಟರ್ ಕೆ.ಕೃಷ್ಣಮೂರ್ತಿ ಉಪಸ್ಥಿತರಿದ್ದರು. [452, 1345, 640, 1430]
max-temp-label: ಗರಿಷ್ಠ [666, 12, 682, 22]
stat: ಒಳಹರಿವು-19,934 ಕ್ಯುಸೆಕ್ [12, 358, 76, 366]
photo-meeting [534, 518, 784, 640]
headline-hombuja: ಹೊಂಬುಜ ಕ್ಷೇತ್ರದಲ್ಲಿ ನಾಗರಪಂಚಮಿ [568, 96, 804, 120]
main-kicker: ನೀರು ಸರಬರಾಜು ಮಂಡಳಿ ಅಧಿಕಾರಿಗಳಿಗೆ ಶಾಸಕ ಎಸ್.ಎನ್. ಚನ್ನಬಸಪ್ಪ ತರಾಟೆ [258, 396, 824, 421]
stat: ಇಂದಿನ ಮಟ್ಟ-180.6 ಅಡಿ [124, 347, 185, 356]
quote-2-text: ಇ-ಸ್ವತ್ತು ಅಭಿಯಾನದಲ್ಲಿ ಪಾಲಿಕೆಯ ಕಂದಾಯ ವಿಭಾಗ ಸಿಬ್ಬಂದಿ ಅರ್ಜಿಗಳನ್ನು ಶೀಘ್ರ ವಿಲೇವಾರಿ ಮಾಡಿದ್ದಾರೆ. ಈವರೆಗೆ ಸಾವಿರಾರು ಅರ್ಜಿ ವಿಲೇವಾರಿ ಆಗಿದೆ. [578, 811, 781, 847]
paper-name: ಹೊಸದಿಗಂತ [999, 10, 1121, 45]
lingana-stats [12, 336, 81, 378]
photo-bhakti [198, 1628, 394, 1816]
chevrons-icon: » [186, 108, 202, 136]
article-kamath-body: ■ ಶಿವಮೊಗ್ಗ : ಜೆಸಿಐ ಸಂಸ್ಥೆಯ ಮುಂದಿನ ಸಾಲಿನ ವರ್ಷಕ್ಕೆ ಅಧಿಕಾರ ವಹಿಸಿಕೊಳ್ಳಲಿರುವ ಅಧ್ಯಕ್ಷರಾಗಿ ಭಾಸ್ಕರ್ ಜಿ. ಕಾಮತ್ ಅವಿರೋಧವಾಗಿ ಆಯ್ಕೆಯಾಗಿದ್ದಾರೆ. ಉಪಾಧ್ಯಕ್ಷರಾಗಿ ಡಿ.ಎಸ್. ರಮೇಶ್ ಶೆಟ್ಟಿ, ಕಾರ್ಯದರ್ಶಿ ಯಾಗಿ ನಾಗರಾಜ್ ಆಯ್ಕೆಯಾಗಿದ್ದಾರೆ. ಸಹಕಾರ್ಯದರ್ಶಿಯಾಗಿ ಕಿರಣ್ ಎಸ್., ಖಜಾಂಚಿಯಾಗಿ ವಿನಾಯಕ ಶೇಟ್, ನಿರ್ದೇಶಕರಾಗಿ ಜಿ. ಶ್ರೀನಿವಾಸ ಕಾಮತ್, ಟಿ.ನಾರಾಯಣ ಭಟ್ಟ, ಸುರೇಂದ್ರ ಪ್ರಭು, ನರೇಂದ್ರ ಪೈ, ಪಿ.ಎಂ.ರಮೇಶಚಂದ್ರ ನಾಯಕ್, ಹೆಚ್. ಕೃಷ್ಣಾನಂದ ಶ್ಯಾನಭೋಗ್ ಆಯ್ಕೆಯಾಗಿದ್ದಾರೆ. [6, 801, 136, 948]
dateline-city: ಶಿವಮೊಗ್ಗ [40, 43, 68, 53]
caption-shikaripura: ಶಿಕಾರಿಪುರ : ನಾಗಪಂಚಮಿ ಅಂಗವಾಗಿ ಮಂಗಳವಾರ ಶಿಕಾರಿಪುರ ಪಟ್ಟಣದ ರಥಬೀದಿ ಸಮೀಪದ ದಾನಶೇಖರಿಯಲ್ಲಿನ ಅಶ್ವತ್ಥ ವೃಕ್ಷದಡಿಯಲ್ಲಿನ ನಾಗ ದೇವತೆಗೆ ಹೂವು ಭಕ್ತರು ಶ್ರದ್ಧಾ ಭಕ್ತಿಯಿಂದ ಹಾಲೆರೆದು ಭಕ್ತಿಯಿಂದ ಪೂಜೆ ಸಲ್ಲಿಸಿದರು. [954, 309, 1245, 345]
market-shimoga: ಶಿವಮೊಗ್ಗ [42, 194, 77, 207]
section-band [240, 1542, 1260, 1552]
dharane-label: ಧಾರಣೆ [106, 160, 161, 187]
quote-icon: ❝ [534, 809, 552, 844]
headline-arasu: ಅರಸ್ ಭವನ ಸಭಾಂಗಣದ ಕಟ್ಟಡ ಪೂರ್ಣಕ್ಕೆ ಮನವಿ [1074, 396, 1235, 433]
vandana-col2: ಆರ್.ವಂದನಾ ಅವರನ್ನು ರೋಟರಿ ಶಿವಮೊಗ್ಗ ಪೂರ್ವ ಸಂಸ್ಥೆ ಅಧ್ಯಕ್ಷ ಸುಬ್ರಹ್ಮಣ್ಯ ಕೆ. ಸನ್ಮಾನಿಸಿದರು. ಸಂಸ್ಥೆ ಪದಾಧಿಕಾರಿಗಳು, ಉಪನ್ಯಾಸಕರು, ವಿದ್ಯಾರ್ಥಿಗಳು ಉಪಸ್ಥಿತರಿದ್ದರು. [852, 1449, 1058, 1484]
dateline [40, 14, 160, 53]
headline-balya: ಬಾಲ್ಯವಿವಾಹ ಪ್ರೋತ್ಸಾಹಿಸಿದರೆ ಕಠಿಣ ಕ್ರಮ: ಬೇಳೂರು [656, 1002, 1081, 1031]
